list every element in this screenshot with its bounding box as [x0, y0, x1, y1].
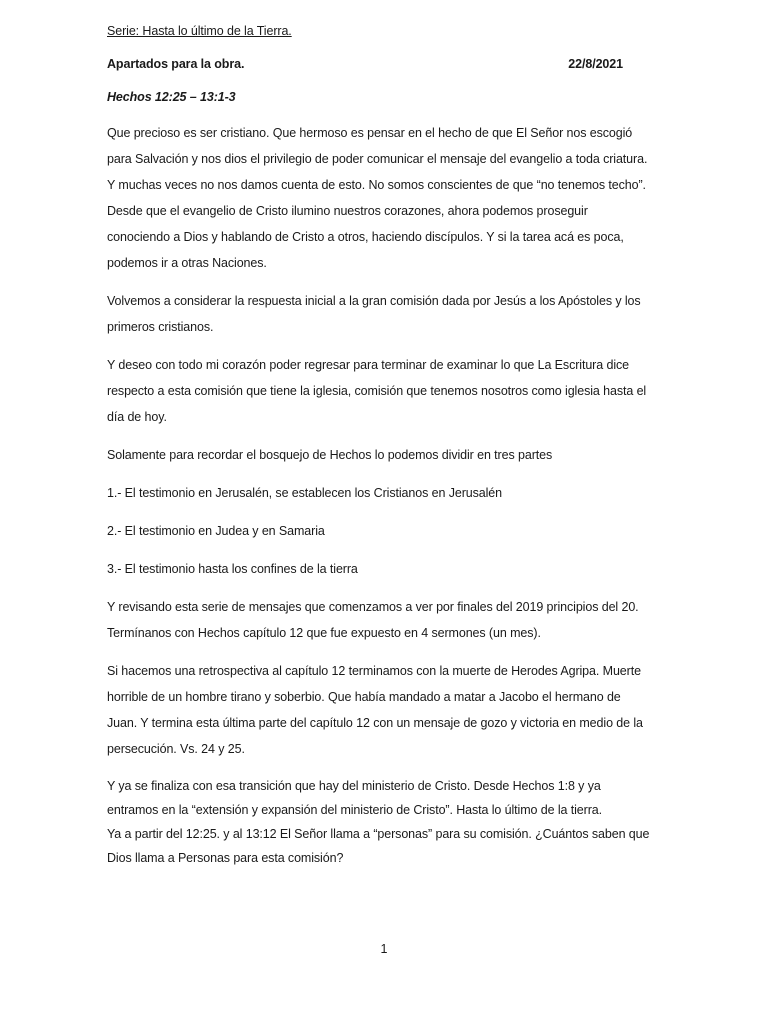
sermon-date: 22/8/2021 — [568, 57, 623, 71]
text-line: Solamente para recordar el bosquejo de Hechos lo podemos dividir en tres partes — [107, 448, 553, 462]
text-line: podemos ir a otras Naciones. — [107, 256, 267, 270]
text-line: para Salvación y nos dios el privilegio de poder comunicar el mensaje del evangelio a toda criatura. — [107, 152, 648, 166]
outline-item — [107, 480, 667, 506]
text-line: Y muchas veces no nos damos cuenta de esto. No somos conscientes de que “no tenemos techo”. — [107, 178, 646, 192]
text-line: Juan. Y termina esta última parte del capítulo 12 con un mensaje de gozo y victoria en medio de la — [107, 716, 643, 730]
paragraph — [107, 288, 667, 340]
text-line: Y revisando esta serie de mensajes que comenzamos a ver por finales del 2019 principios del 20. — [107, 600, 639, 614]
paragraph — [107, 774, 667, 870]
text-line: Si hacemos una retrospectiva al capítulo 12 terminamos con la muerte de Herodes Agripa. Muerte — [107, 664, 641, 678]
paragraph — [107, 658, 667, 762]
text-line: Dios llama a Personas para esta comisión? — [107, 851, 344, 865]
text-line: Termínanos con Hechos capítulo 12 que fue expuesto en 4 sermones (un mes). — [107, 626, 541, 640]
sermon-header — [107, 57, 623, 71]
text-line: entramos en la “extensión y expansión del ministerio de Cristo”. Hasta lo último de la tierra. — [107, 803, 603, 817]
paragraph — [107, 442, 667, 468]
text-line: Que precioso es ser cristiano. Que hermoso es pensar en el hecho de que El Señor nos escogió — [107, 126, 633, 140]
outline-item — [107, 556, 667, 582]
page-number: 1 — [380, 942, 388, 956]
text-line: respecto a esta comisión que tiene la iglesia, comisión que tenemos nosotros como iglesia hasta el — [107, 384, 647, 398]
outline-item — [107, 518, 667, 544]
text-line: Desde que el evangelio de Cristo ilumino nuestros corazones, ahora podemos proseguir — [107, 204, 588, 218]
text-line: primeros cristianos. — [107, 320, 214, 334]
text-line: horrible de un hombre tirano y soberbio. Que había mandado a matar a Jacobo el hermano de — [107, 690, 621, 704]
text-line: Ya a partir del 12:25. y al 13:12 El Señor llama a “personas” para su comisión. ¿Cuántos saben que — [107, 827, 650, 841]
scripture-passage: Hechos 12:25 – 13:1-3 — [107, 90, 236, 104]
text-line: Y ya se finaliza con esa transición que hay del ministerio de Cristo. Desde Hechos 1:8 y ya — [107, 779, 601, 793]
series-title: Serie: Hasta lo último de la Tierra. — [107, 24, 292, 38]
text-line: Y deseo con todo mi corazón poder regresar para terminar de examinar lo que La Escritura dice — [107, 358, 630, 372]
text-line: día de hoy. — [107, 410, 167, 424]
text-line: Volvemos a considerar la respuesta inicial a la gran comisión dada por Jesús a los Apóstoles y los — [107, 294, 641, 308]
text-line: 2.- El testimonio en Judea y en Samaria — [107, 524, 325, 538]
body-text — [107, 120, 667, 870]
text-line: persecución. Vs. 24 y 25. — [107, 742, 245, 756]
text-line: 1.- El testimonio en Jerusalén, se establecen los Cristianos en Jerusalén — [107, 486, 502, 500]
sermon-title: Apartados para la obra. — [107, 57, 245, 71]
text-line: 3.- El testimonio hasta los confines de la tierra — [107, 562, 358, 576]
paragraph — [107, 352, 667, 430]
paragraph — [107, 594, 667, 646]
text-line: conociendo a Dios y hablando de Cristo a otros, haciendo discípulos. Y si la tarea acá es poca, — [107, 230, 624, 244]
paragraph — [107, 120, 667, 276]
